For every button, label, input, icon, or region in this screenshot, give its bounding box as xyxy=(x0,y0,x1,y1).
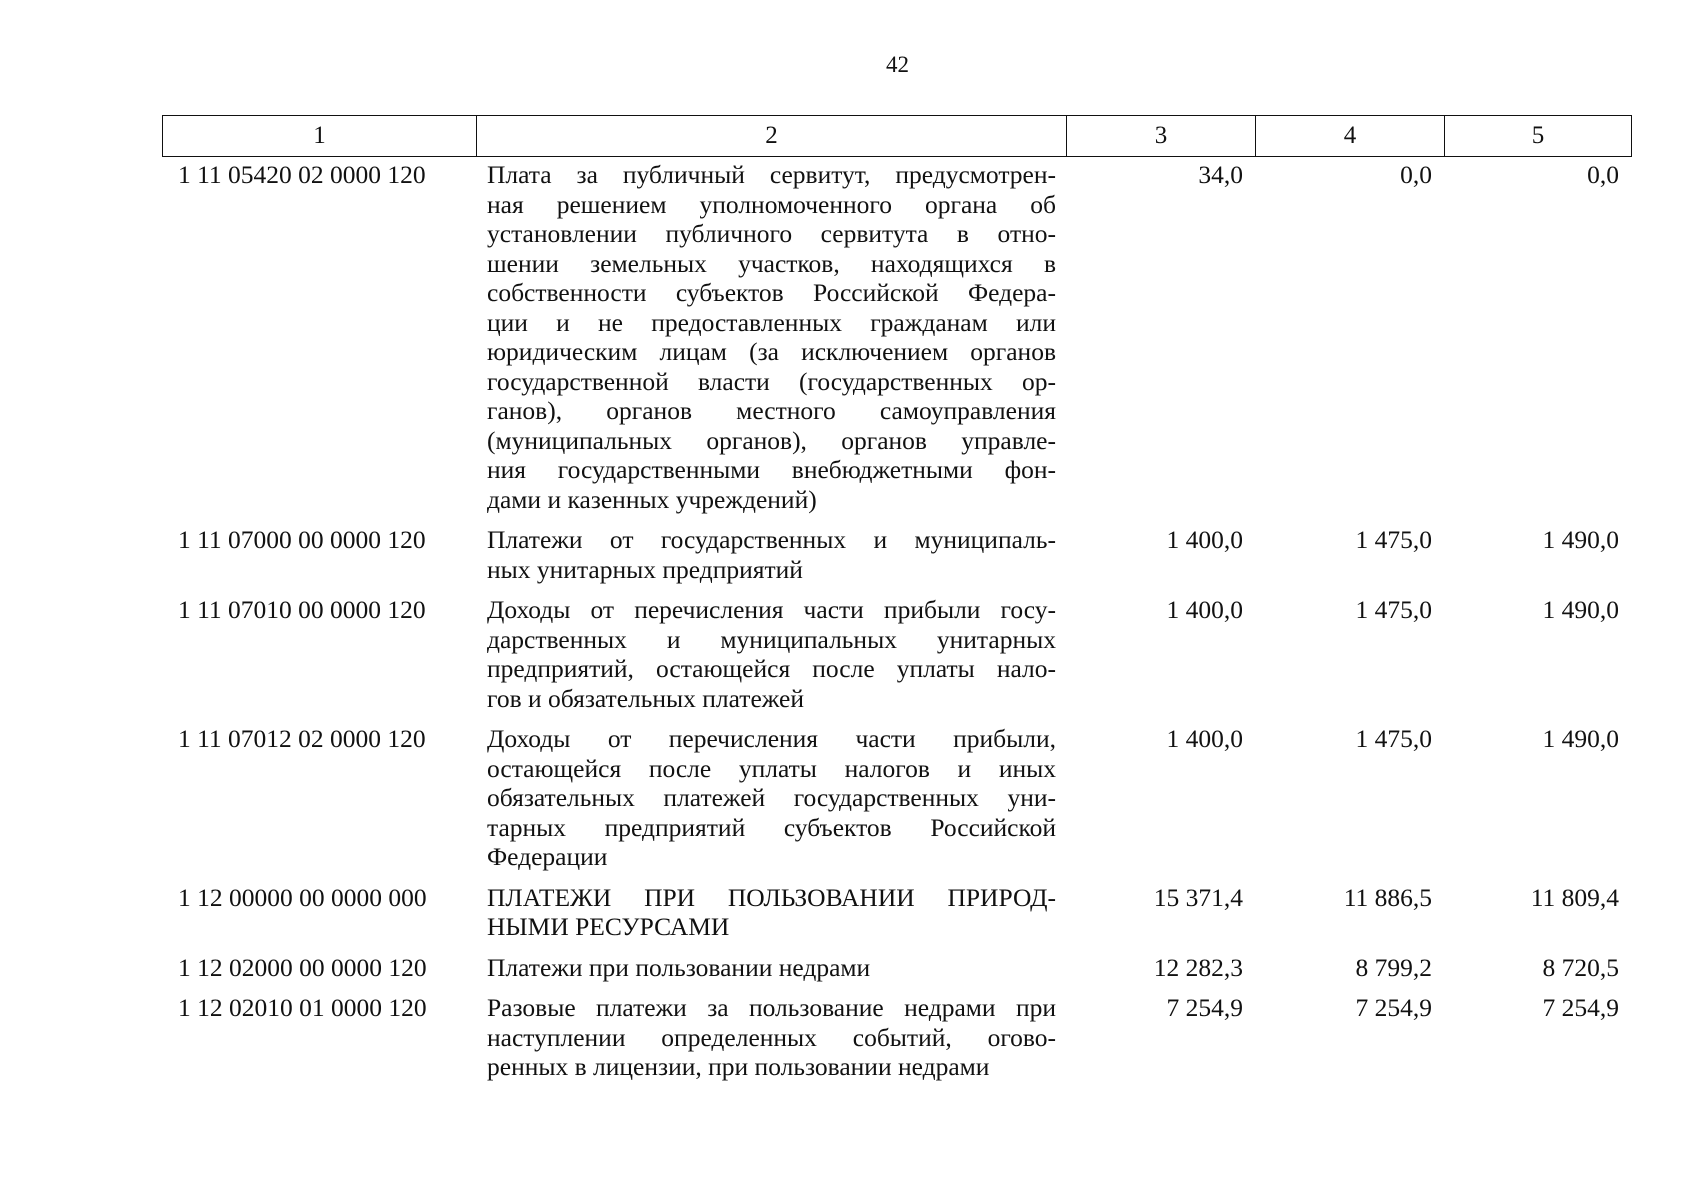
value-col-5: 1 490,0 xyxy=(1542,595,1619,624)
description-line: Доходы от перечисления части прибыли, xyxy=(487,724,1056,753)
value-col-3: 12 282,3 xyxy=(1153,952,1243,982)
description-line: государственной власти (государственных ор- xyxy=(487,366,1056,396)
table-row xyxy=(162,525,1631,584)
description-line: (муниципальных органов), органов управле- xyxy=(487,425,1056,455)
value-col-3: 1 400,0 xyxy=(1166,724,1243,753)
description-line: дами и казенных учреждений) xyxy=(487,484,817,514)
row-description xyxy=(476,883,1066,942)
value-col-4: 1 475,0 xyxy=(1355,525,1432,554)
column-header-table xyxy=(162,115,1632,157)
description-line: дарственных и муниципальных унитарных xyxy=(487,624,1056,654)
table-row xyxy=(162,160,1631,514)
table-row xyxy=(162,595,1631,713)
table-row xyxy=(162,883,1631,942)
value-col-4: 0,0 xyxy=(1400,160,1432,189)
description-line: ная решением уполномоченного органа об xyxy=(487,189,1056,219)
value-col-5: 8 720,5 xyxy=(1542,952,1619,982)
value-col-5: 0,0 xyxy=(1587,160,1619,189)
description-line: Федерации xyxy=(487,842,608,871)
description-line: Доходы от перечисления части прибыли госу- xyxy=(487,595,1056,624)
table-row xyxy=(162,993,1631,1082)
budget-code: 1 12 00000 00 0000 000 xyxy=(178,882,427,912)
column-header-2: 2 xyxy=(477,116,1067,157)
row-description xyxy=(476,724,1066,872)
budget-code: 1 11 07012 02 0000 120 xyxy=(178,724,426,753)
value-col-4: 1 475,0 xyxy=(1355,595,1432,624)
budget-code: 1 11 05420 02 0000 120 xyxy=(178,160,426,189)
description-line: ния государственными внебюджетными фон- xyxy=(487,455,1056,484)
column-header-5: 5 xyxy=(1445,116,1632,157)
description-line: собственности субъектов Российской Федера- xyxy=(487,278,1056,307)
description-line: ных унитарных предприятий xyxy=(487,554,803,584)
description-line: ПЛАТЕЖИ ПРИ ПОЛЬЗОВАНИИ ПРИРОД- xyxy=(487,882,1056,912)
description-line: остающейся после уплаты налогов и иных xyxy=(487,753,1056,783)
value-col-5: 7 254,9 xyxy=(1542,993,1619,1022)
description-line: ренных в лицензии, при пользовании недрами xyxy=(487,1052,990,1081)
row-description xyxy=(476,160,1066,514)
description-line: юридическим лицам (за исключением органов xyxy=(487,337,1056,366)
page-number: 42 xyxy=(886,52,909,77)
budget-code: 1 12 02010 01 0000 120 xyxy=(178,993,427,1022)
value-col-4: 7 254,9 xyxy=(1355,993,1432,1022)
description-line: НЫМИ РЕСУРСАМИ xyxy=(487,912,730,941)
column-header-4: 4 xyxy=(1256,116,1445,157)
description-line: ганов), органов местного самоуправления xyxy=(487,396,1056,425)
value-col-3: 7 254,9 xyxy=(1166,993,1243,1022)
table-row xyxy=(162,953,1631,983)
description-line: предприятий, остающейся после уплаты нало- xyxy=(487,654,1056,683)
value-col-4: 8 799,2 xyxy=(1355,952,1432,982)
value-col-3: 15 371,4 xyxy=(1153,882,1243,912)
value-col-3: 1 400,0 xyxy=(1166,525,1243,554)
value-col-5: 1 490,0 xyxy=(1542,525,1619,554)
description-line: Платежи при пользовании недрами xyxy=(487,952,871,982)
budget-code: 1 11 07000 00 0000 120 xyxy=(178,525,426,554)
description-line: Плата за публичный сервитут, предусмотрен- xyxy=(487,160,1056,189)
value-col-4: 1 475,0 xyxy=(1355,724,1432,753)
description-line: Платежи от государственных и муниципаль- xyxy=(487,525,1056,554)
value-col-3: 34,0 xyxy=(1198,160,1243,189)
column-header-1: 1 xyxy=(163,116,477,157)
table-row xyxy=(162,724,1631,872)
row-description xyxy=(476,953,1066,983)
description-line: шении земельных участков, находящихся в xyxy=(487,248,1056,278)
description-line: обязательных платежей государственных уни- xyxy=(487,783,1056,812)
description-line: установлении публичного сервитута в отно- xyxy=(487,219,1056,248)
row-description xyxy=(476,993,1066,1082)
budget-code: 1 12 02000 00 0000 120 xyxy=(178,952,427,982)
value-col-4: 11 886,5 xyxy=(1343,882,1432,912)
description-line: тарных предприятий субъектов Российской xyxy=(487,812,1056,842)
value-col-3: 1 400,0 xyxy=(1166,595,1243,624)
row-description xyxy=(476,525,1066,584)
description-line: Разовые платежи за пользование недрами при xyxy=(487,993,1056,1022)
description-line: гов и обязательных платежей xyxy=(487,683,805,713)
budget-code: 1 11 07010 00 0000 120 xyxy=(178,595,426,624)
description-line: наступлении определенных событий, огово- xyxy=(487,1022,1056,1052)
column-header-row xyxy=(163,116,1632,157)
value-col-5: 11 809,4 xyxy=(1530,882,1619,912)
column-header-3: 3 xyxy=(1067,116,1256,157)
description-line: ции и не предоставленных гражданам или xyxy=(487,307,1056,337)
row-description xyxy=(476,595,1066,713)
value-col-5: 1 490,0 xyxy=(1542,724,1619,753)
budget-table-body xyxy=(162,160,1631,1093)
